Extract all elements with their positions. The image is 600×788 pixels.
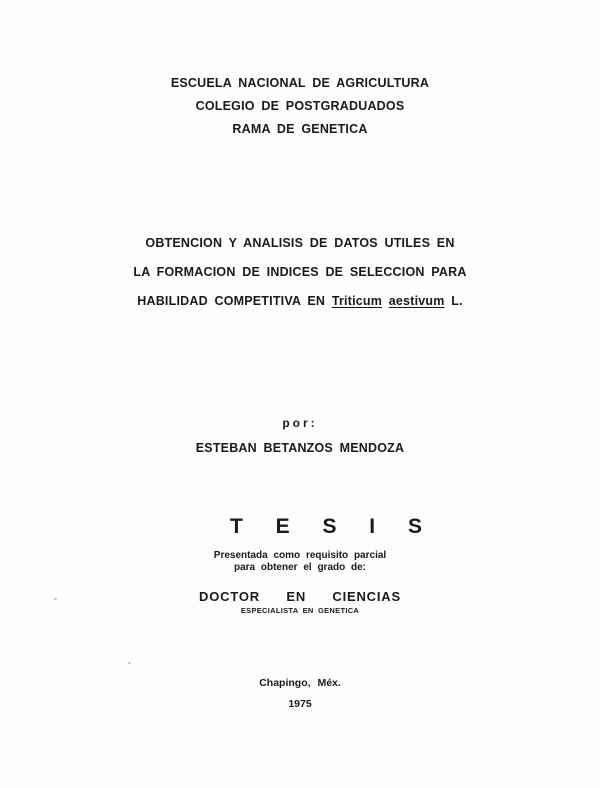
thesis-letter: S: [407, 515, 422, 538]
requirement-line-2: para obtener el grado de:: [233, 562, 367, 573]
department-name: RAMA DE GENETICA: [232, 122, 368, 136]
degree-title: DOCTOR EN CIENCIAS: [199, 589, 401, 604]
place: Chapingo, Méx.: [259, 677, 341, 689]
thesis-letter: E: [275, 515, 290, 538]
title-line-1: OBTENCION Y ANALISIS DE DATOS UTILES EN: [145, 236, 455, 250]
title-line-3-suffix: L.: [451, 294, 463, 308]
requirement-line-1: Presentada como requisito parcial: [213, 550, 387, 561]
title-line-3-prefix: HABILIDAD COMPETITIVA EN: [137, 294, 326, 308]
requirement-statement: [0, 550, 600, 574]
thesis-letter: T: [230, 515, 243, 538]
title-line-2: LA FORMACION DE INDICES DE SELECCION PARA: [133, 265, 467, 279]
year: 1975: [288, 698, 312, 710]
institution-header: [0, 72, 600, 141]
thesis-letter: I: [369, 515, 376, 538]
author-name: ESTEBAN BETANZOS MENDOZA: [195, 441, 405, 455]
thesis-title: [0, 229, 600, 316]
institution-name: ESCUELA NACIONAL DE AGRICULTURA: [170, 76, 430, 90]
title-line-3: [0, 287, 600, 316]
college-name: COLEGIO DE POSTGRADUADOS: [195, 99, 405, 113]
species-name: aestivum: [388, 294, 445, 308]
thesis-heading: [230, 515, 422, 539]
genus-name: Triticum: [331, 294, 383, 308]
by-label: por:: [282, 416, 318, 430]
scan-speck: [128, 662, 131, 664]
thesis-letter: S: [322, 515, 337, 538]
scan-speck: [54, 598, 57, 600]
specialty: ESPECIALISTA EN GENETICA: [240, 606, 360, 615]
